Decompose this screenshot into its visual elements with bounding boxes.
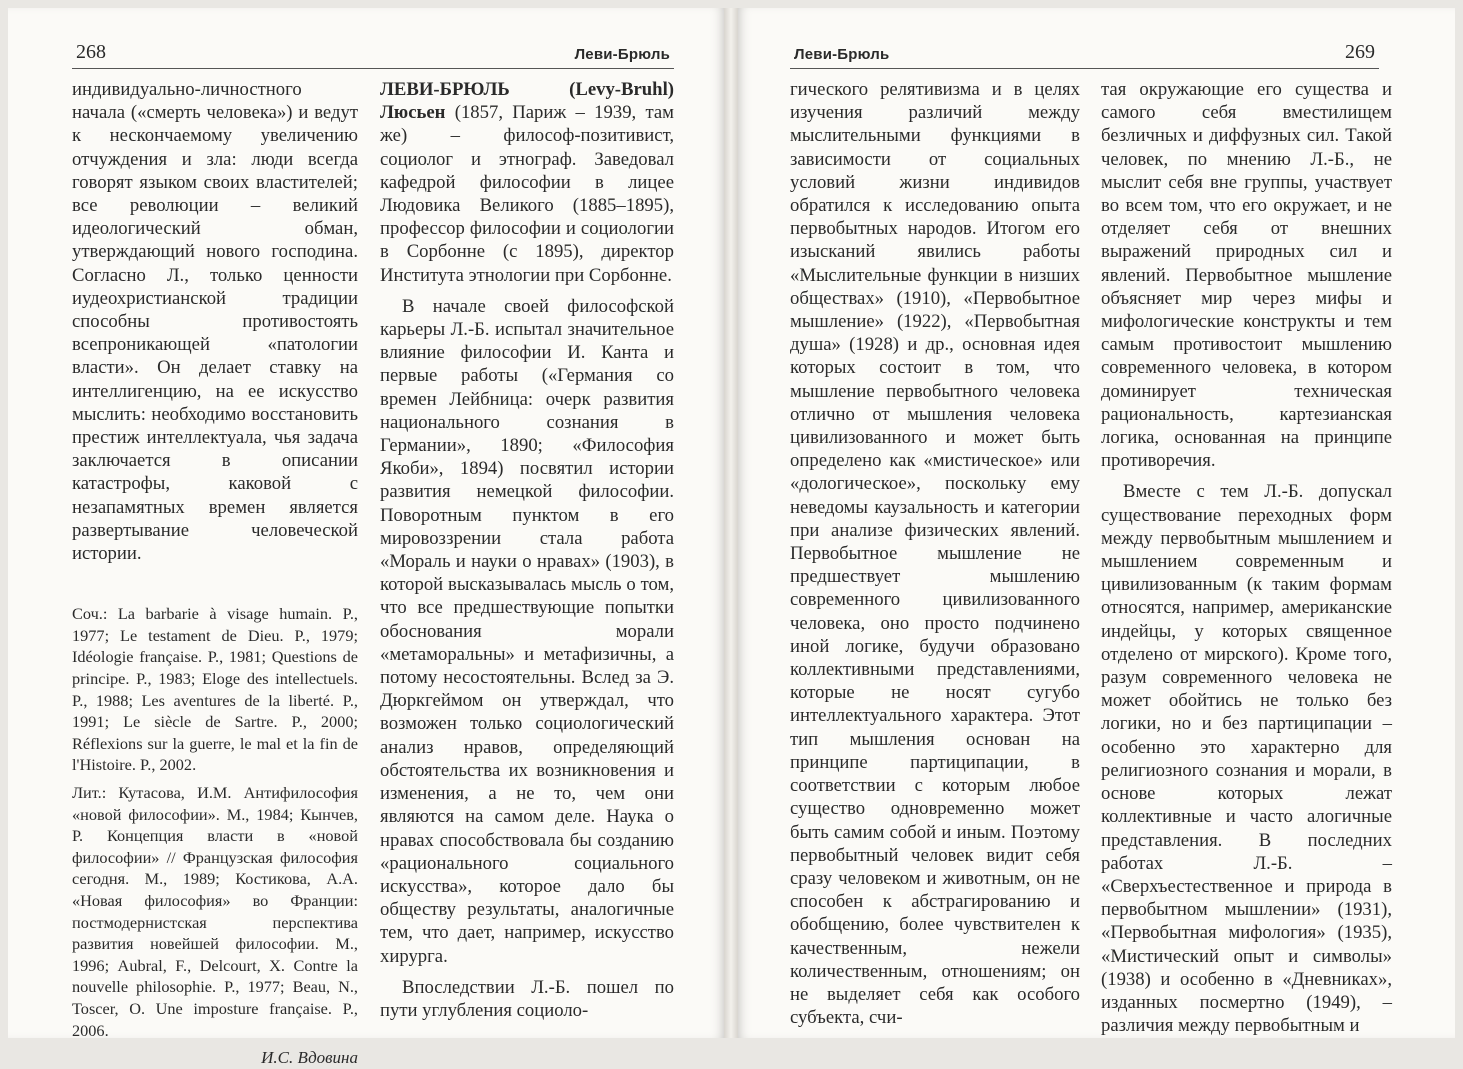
book-gutter	[724, 8, 738, 1038]
paragraph: гического релятивизма и в целях изучения различий между мыслительными функциями в зависимости от социальных условий жизни индивидов обратился к исследованию опыта первобытных народов. Итогом его изысканий явились работы «Мыслительные функции в низших обществах» (1910), «Первобытное мышление» (1922), «Первобытная душа» (1928) и др., основная идея которых состоит в том, что мышление первобытного человека отлично от мышления человека цивилизованного и может быть определено как «мистическое» или «дологическое», поскольку ему неведомы каузальность и категории при анализе физических явлений. Первобытное мышление не предшествует мышлению современного цивилизованного человека, оно просто подчинено иной логике, будучи образовано коллективными представлениями, которые не носят сугубо интеллектуального характера. Этот тип мышления основан на принципе партиципации, в соответствии с которым любое существо одновременно может быть самим собой и иным. Поэтому первобытный человек видит себя сразу человеком и животным, он не способен к абстрагированию и обобщению, более чувствителен к качественным, нежели количественным, отношениям; он не выделяет себя как особого субъекта, счи-	[790, 79, 1080, 1029]
page-header	[72, 34, 674, 69]
text-column	[72, 78, 358, 1069]
running-head: Леви-Брюль	[794, 46, 890, 63]
left-page	[8, 8, 724, 1068]
paragraph: Впоследствии Л.-Б. пошел по пути углубления социоло-	[380, 976, 674, 1021]
article-author: И.С. Вдовина	[261, 1048, 358, 1068]
entry-headword: ЛЕВИ-БРЮЛЬ	[380, 79, 510, 100]
entry-intro-text: (1857, Париж – 1939, там же) – философ-позитивист, социолог и этнограф. Заведовал кафедрой философии в лицее Людовика Великого (1885–1895), профессор философии и социологии в Сорбонне (с 1895), директор Института этнологии при Сорбонне.	[380, 102, 674, 286]
running-head: Леви-Брюль	[574, 46, 670, 63]
page-number: 269	[1345, 41, 1375, 63]
entry-headword-name: (Levy-Bruhl) Люсьен	[380, 79, 674, 124]
paragraph: В начале своей философской карьеры Л.-Б. испытал значительное влияние философии И. Канта и первые работы («Германия со времен Лейбница: очерк развития национального сознания в Германии», 1890; «Философия Якоби», 1894) посвятил истории развития немецкой философии. Поворотным пунктом в его мировоззрении стала работа «Мораль и науки о нравах» (1903), в которой высказывалась мысль о том, что все предшествующие попытки обоснования морали «метаморальны» и метафизичны, а потому несостоятельны. Вслед за Э. Дюркгеймом он утверждал, что возможен только социологический анализ нравов, определяющий обстоятельства их возникновения и изменения, а не то, чем они являются на самом деле. Наука о нравах способствовала бы созданию «рационального социального искусства», которое дало бы обществу результаты, аналогичные тем, что дает, например, искусство хирурга.	[380, 295, 674, 967]
page-number: 268	[76, 41, 106, 63]
text-column	[380, 78, 674, 1022]
paragraph: тая окружающие его существа и самого себя вместилищем безличных и диффузных сил. Такой человек, по мнению Л.-Б., не мыслит себя вне группы, участвует во всем том, что его окружает, и не отделяет себя от внешних выражений природных сил и явлений. Первобытное мышление объясняет мир через мифы и мифологические конструкты и тем самым противостоит мышлению современного человека, в котором доминирует техническая рациональность, картезианская логика, основанная на принципе противоречия.	[1101, 79, 1392, 472]
page-header	[790, 34, 1379, 69]
text-column	[1101, 78, 1392, 1037]
paragraph: Вместе с тем Л.-Б. допускал существование переходных форм между первобытным мышлением и мышлением современным и цивилизованным (к таким формам относятся, например, американские индейцы, у которых священное отделено от мирского). Кроме того, разум современного человека не может обойтись не только без логики, но и без партиципации – особенно это характерно для религиозного сознания и морали, в основе которых лежат коллективные и часто алогичные представления. В последних работах Л.-Б. – «Сверхъестественное и природа в первобытном мышлении» (1931), «Первобытная мифология» (1935), «Мистический опыт и символы» (1938) и особенно в «Дневниках», изданных посмертно (1949), – различия между первобытным и	[1101, 481, 1392, 1037]
entry-intro	[380, 78, 674, 287]
text-column	[790, 78, 1080, 1029]
references	[72, 603, 358, 1068]
right-page	[738, 8, 1455, 1038]
paragraph: индивидуально-личностного начала («смерть человека») и ведут к нескончаемому увеличению отчуждения и зла: люди всегда говорят языком своих властителей; все революции – великий идеологический обман, утверждающий нового господина. Согласно Л., только ценности иудеохристианской традиции способны противостоять всепроникающей «патологии власти». Он делает ставку на интеллигенцию, на ее искусство мыслить: необходимо восстановить престиж интеллектуала, чья задача заключается в описании катастрофы, каковой с незапамятных времен является развертывание человеческой истории.	[72, 79, 358, 565]
literature-list: Лит.: Кутасова, И.М. Антифилософия «новой философии». М., 1984; Кынчев, Р. Концепция власти в «новой философии» // Французская философия сегодня. М., 1989; Костикова, А.А. «Новая философия» во Франции: постмодернистская перспектива развития новейшей философии. М., 1996; Aubral, F., Delcourt, X. Contre la nouvelle philosophie. P., 1977; Beau, N., Toscer, O. Une imposture française. P., 2006.	[72, 783, 358, 1040]
works-list: Соч.: La barbarie à visage humain. P., 1977; Le testament de Dieu. P., 1979; Idéologie française. P., 1981; Questions de principe. P., 1983; Eloge des intellectuels. P., 1988; Les aventures de la liberté. P., 1991; Le siècle de Sartre. P., 2000; Réflexions sur la guerre, le mal et la fin de l'Histoire. P., 2002.	[72, 604, 358, 775]
